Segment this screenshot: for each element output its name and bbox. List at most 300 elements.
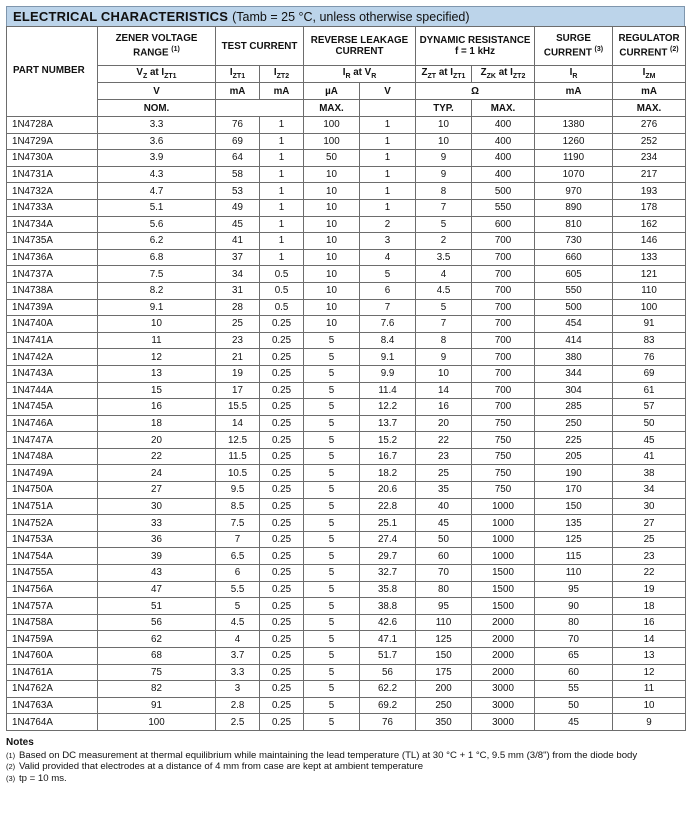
cell-test-current-izt1: 31 xyxy=(216,282,260,299)
cell-regulator-current: 22 xyxy=(613,565,686,582)
unit-cell: mA xyxy=(260,83,304,100)
table-row xyxy=(7,365,686,382)
cell-regulator-current: 178 xyxy=(613,199,686,216)
cell-surge-current: 660 xyxy=(535,249,613,266)
cell-regulator-current: 217 xyxy=(613,166,686,183)
cell-part-number: 1N4748A xyxy=(7,448,98,465)
table-row xyxy=(7,614,686,631)
cell-dynamic-resistance-zzk: 2000 xyxy=(472,631,535,648)
unit-cell: µA xyxy=(304,83,360,100)
cell-test-current-izt2: 0.25 xyxy=(260,432,304,449)
header-row-units xyxy=(7,83,686,100)
cell-surge-current: 414 xyxy=(535,332,613,349)
cell-regulator-current: 133 xyxy=(613,249,686,266)
cell-reverse-voltage-vr: 76 xyxy=(360,714,416,731)
cell-surge-current: 205 xyxy=(535,448,613,465)
cell-test-current-izt1: 8.5 xyxy=(216,498,260,515)
cell-reverse-voltage-vr: 12.2 xyxy=(360,399,416,416)
cell-dynamic-resistance-zzk: 600 xyxy=(472,216,535,233)
table-row xyxy=(7,565,686,582)
cell-reverse-leakage-ir: 5 xyxy=(304,664,360,681)
cell-reverse-voltage-vr: 25.1 xyxy=(360,515,416,532)
cell-dynamic-resistance-zzt: 110 xyxy=(416,614,472,631)
cell-reverse-leakage-ir: 5 xyxy=(304,598,360,615)
cell-reverse-voltage-vr: 51.7 xyxy=(360,648,416,665)
electrical-characteristics-section xyxy=(6,6,685,731)
cell-reverse-voltage-vr: 6 xyxy=(360,282,416,299)
cell-dynamic-resistance-zzk: 700 xyxy=(472,382,535,399)
cell-test-current-izt2: 1 xyxy=(260,249,304,266)
header-regulator-current: REGULATOR CURRENT $^{(2)}$ xyxy=(613,27,686,66)
cell-reverse-leakage-ir: 5 xyxy=(304,515,360,532)
table-row xyxy=(7,498,686,515)
table-row xyxy=(7,631,686,648)
cell-part-number: 1N4752A xyxy=(7,515,98,532)
cell-dynamic-resistance-zzt: 35 xyxy=(416,482,472,499)
cell-regulator-current: 27 xyxy=(613,515,686,532)
note-marker: (3) xyxy=(6,773,16,783)
cell-reverse-leakage-ir: 100 xyxy=(304,117,360,134)
cell-test-current-izt1: 5.5 xyxy=(216,581,260,598)
cell-reverse-leakage-ir: 5 xyxy=(304,415,360,432)
cell-dynamic-resistance-zzt: 70 xyxy=(416,565,472,582)
cell-test-current-izt1: 4 xyxy=(216,631,260,648)
cell-test-current-izt2: 0.25 xyxy=(260,349,304,366)
cell-test-current-izt2: 0.25 xyxy=(260,548,304,565)
cell-test-current-izt1: 7 xyxy=(216,531,260,548)
cell-dynamic-resistance-zzk: 1500 xyxy=(472,598,535,615)
table-row xyxy=(7,382,686,399)
cell-test-current-izt1: 3 xyxy=(216,681,260,698)
limit-blank xyxy=(360,100,416,117)
table-condition: (Tamb = 25 °C, unless otherwise specified) xyxy=(232,9,470,24)
cell-reverse-leakage-ir: 5 xyxy=(304,382,360,399)
cell-surge-current: 380 xyxy=(535,349,613,366)
cell-part-number: 1N4763A xyxy=(7,697,98,714)
cell-surge-current: 90 xyxy=(535,598,613,615)
cell-dynamic-resistance-zzt: 4 xyxy=(416,266,472,283)
header-row-titles xyxy=(7,27,686,66)
cell-dynamic-resistance-zzt: 9 xyxy=(416,349,472,366)
cell-reverse-leakage-ir: 5 xyxy=(304,565,360,582)
cell-surge-current: 55 xyxy=(535,681,613,698)
cell-test-current-izt2: 0.25 xyxy=(260,531,304,548)
cell-reverse-leakage-ir: 5 xyxy=(304,349,360,366)
cell-part-number: 1N4728A xyxy=(7,117,98,134)
cell-dynamic-resistance-zzk: 1500 xyxy=(472,581,535,598)
limit-nom: NOM. xyxy=(98,100,216,117)
cell-reverse-voltage-vr: 32.7 xyxy=(360,565,416,582)
cell-test-current-izt2: 0.25 xyxy=(260,465,304,482)
cell-dynamic-resistance-zzk: 1500 xyxy=(472,565,535,582)
cell-regulator-current: 34 xyxy=(613,482,686,499)
cell-regulator-current: 38 xyxy=(613,465,686,482)
cell-surge-current: 730 xyxy=(535,233,613,250)
cell-dynamic-resistance-zzk: 3000 xyxy=(472,697,535,714)
cell-dynamic-resistance-zzt: 14 xyxy=(416,382,472,399)
cell-test-current-izt1: 9.5 xyxy=(216,482,260,499)
cell-part-number: 1N4754A xyxy=(7,548,98,565)
table-row xyxy=(7,515,686,532)
table-row xyxy=(7,465,686,482)
cell-part-number: 1N4744A xyxy=(7,382,98,399)
cell-part-number: 1N4761A xyxy=(7,664,98,681)
cell-regulator-current: 13 xyxy=(613,648,686,665)
cell-dynamic-resistance-zzt: 95 xyxy=(416,598,472,615)
cell-zener-voltage: 36 xyxy=(98,531,216,548)
cell-test-current-izt2: 1 xyxy=(260,166,304,183)
cell-dynamic-resistance-zzt: 7 xyxy=(416,199,472,216)
cell-zener-voltage: 8.2 xyxy=(98,282,216,299)
cell-regulator-current: 110 xyxy=(613,282,686,299)
cell-test-current-izt2: 0.25 xyxy=(260,498,304,515)
cell-dynamic-resistance-zzt: 25 xyxy=(416,465,472,482)
cell-surge-current: 170 xyxy=(535,482,613,499)
cell-test-current-izt2: 0.5 xyxy=(260,299,304,316)
cell-test-current-izt1: 5 xyxy=(216,598,260,615)
cell-dynamic-resistance-zzt: 200 xyxy=(416,681,472,698)
table-body xyxy=(7,117,686,731)
cell-test-current-izt2: 1 xyxy=(260,133,304,150)
cell-zener-voltage: 5.6 xyxy=(98,216,216,233)
cell-surge-current: 115 xyxy=(535,548,613,565)
notes-section xyxy=(6,737,685,784)
cell-reverse-voltage-vr: 47.1 xyxy=(360,631,416,648)
cell-reverse-leakage-ir: 5 xyxy=(304,332,360,349)
table-row xyxy=(7,432,686,449)
cell-part-number: 1N4730A xyxy=(7,150,98,167)
cell-zener-voltage: 27 xyxy=(98,482,216,499)
cell-test-current-izt2: 0.25 xyxy=(260,332,304,349)
cell-regulator-current: 252 xyxy=(613,133,686,150)
table-row xyxy=(7,664,686,681)
table-row xyxy=(7,448,686,465)
cell-surge-current: 285 xyxy=(535,399,613,416)
cell-surge-current: 1260 xyxy=(535,133,613,150)
cell-test-current-izt2: 0.25 xyxy=(260,598,304,615)
cell-test-current-izt2: 0.25 xyxy=(260,365,304,382)
limit-max: MAX. xyxy=(613,100,686,117)
cell-surge-current: 890 xyxy=(535,199,613,216)
cell-reverse-leakage-ir: 10 xyxy=(304,216,360,233)
cell-zener-voltage: 6.8 xyxy=(98,249,216,266)
header-row-symbols xyxy=(7,66,686,83)
cell-test-current-izt1: 28 xyxy=(216,299,260,316)
cell-reverse-leakage-ir: 5 xyxy=(304,648,360,665)
cell-surge-current: 50 xyxy=(535,697,613,714)
cell-dynamic-resistance-zzk: 400 xyxy=(472,166,535,183)
cell-dynamic-resistance-zzk: 2000 xyxy=(472,648,535,665)
cell-reverse-voltage-vr: 56 xyxy=(360,664,416,681)
cell-reverse-leakage-ir: 100 xyxy=(304,133,360,150)
cell-dynamic-resistance-zzt: 20 xyxy=(416,415,472,432)
cell-reverse-voltage-vr: 69.2 xyxy=(360,697,416,714)
note-text: tp = 10 ms. xyxy=(19,772,67,784)
cell-dynamic-resistance-zzt: 50 xyxy=(416,531,472,548)
header-reverse-leakage: REVERSE LEAKAGE CURRENT xyxy=(304,27,416,66)
cell-surge-current: 970 xyxy=(535,183,613,200)
cell-reverse-voltage-vr: 7.6 xyxy=(360,316,416,333)
cell-surge-current: 1190 xyxy=(535,150,613,167)
cell-dynamic-resistance-zzk: 750 xyxy=(472,448,535,465)
cell-test-current-izt2: 1 xyxy=(260,150,304,167)
cell-dynamic-resistance-zzk: 750 xyxy=(472,465,535,482)
cell-reverse-leakage-ir: 5 xyxy=(304,482,360,499)
cell-reverse-leakage-ir: 5 xyxy=(304,531,360,548)
header-dynamic-resistance: DYNAMIC RESISTANCE f = 1 kHz xyxy=(416,27,535,66)
cell-reverse-leakage-ir: 5 xyxy=(304,548,360,565)
cell-part-number: 1N4736A xyxy=(7,249,98,266)
cell-surge-current: 250 xyxy=(535,415,613,432)
cell-surge-current: 1070 xyxy=(535,166,613,183)
cell-zener-voltage: 15 xyxy=(98,382,216,399)
cell-regulator-current: 19 xyxy=(613,581,686,598)
cell-dynamic-resistance-zzt: 22 xyxy=(416,432,472,449)
cell-reverse-voltage-vr: 11.4 xyxy=(360,382,416,399)
cell-test-current-izt1: 11.5 xyxy=(216,448,260,465)
table-row xyxy=(7,233,686,250)
cell-part-number: 1N4734A xyxy=(7,216,98,233)
cell-reverse-leakage-ir: 10 xyxy=(304,183,360,200)
cell-regulator-current: 121 xyxy=(613,266,686,283)
cell-reverse-voltage-vr: 9.9 xyxy=(360,365,416,382)
cell-dynamic-resistance-zzk: 1000 xyxy=(472,548,535,565)
notes-title: Notes xyxy=(6,737,34,748)
cell-reverse-voltage-vr: 1 xyxy=(360,117,416,134)
cell-test-current-izt1: 7.5 xyxy=(216,515,260,532)
table-row xyxy=(7,249,686,266)
header-surge-current: SURGE CURRENT $^{(3)}$ xyxy=(535,27,613,66)
cell-dynamic-resistance-zzk: 550 xyxy=(472,199,535,216)
note-marker: (2) xyxy=(6,762,16,771)
cell-zener-voltage: 4.3 xyxy=(98,166,216,183)
limit-blank xyxy=(535,100,613,117)
cell-dynamic-resistance-zzt: 4.5 xyxy=(416,282,472,299)
cell-zener-voltage: 4.7 xyxy=(98,183,216,200)
symbol-izt2: $I_{ZT2}$ xyxy=(260,66,304,83)
cell-test-current-izt1: 45 xyxy=(216,216,260,233)
table-row xyxy=(7,332,686,349)
cell-regulator-current: 11 xyxy=(613,681,686,698)
cell-dynamic-resistance-zzk: 2000 xyxy=(472,614,535,631)
cell-test-current-izt2: 0.25 xyxy=(260,664,304,681)
table-row xyxy=(7,415,686,432)
note-text: Based on DC measurement at thermal equilibrium while maintaining the lead temperature (TL) at 30 °C + 1 °C, 9.5 mm (3/8") from the diode body xyxy=(19,749,638,761)
cell-dynamic-resistance-zzt: 5 xyxy=(416,216,472,233)
cell-test-current-izt1: 3.7 xyxy=(216,648,260,665)
cell-test-current-izt1: 2.5 xyxy=(216,714,260,731)
header-part-number: PART NUMBER xyxy=(7,27,98,117)
cell-reverse-leakage-ir: 10 xyxy=(304,266,360,283)
cell-reverse-leakage-ir: 5 xyxy=(304,365,360,382)
cell-reverse-voltage-vr: 1 xyxy=(360,183,416,200)
cell-zener-voltage: 3.9 xyxy=(98,150,216,167)
cell-reverse-leakage-ir: 5 xyxy=(304,614,360,631)
cell-dynamic-resistance-zzt: 150 xyxy=(416,648,472,665)
cell-test-current-izt1: 17 xyxy=(216,382,260,399)
cell-test-current-izt1: 19 xyxy=(216,365,260,382)
cell-part-number: 1N4731A xyxy=(7,166,98,183)
cell-zener-voltage: 30 xyxy=(98,498,216,515)
cell-regulator-current: 14 xyxy=(613,631,686,648)
cell-dynamic-resistance-zzt: 250 xyxy=(416,697,472,714)
table-row xyxy=(7,598,686,615)
cell-part-number: 1N4755A xyxy=(7,565,98,582)
cell-reverse-voltage-vr: 3 xyxy=(360,233,416,250)
cell-part-number: 1N4738A xyxy=(7,282,98,299)
cell-zener-voltage: 43 xyxy=(98,565,216,582)
symbol-izt1: $I_{ZT1}$ xyxy=(216,66,260,83)
cell-test-current-izt1: 49 xyxy=(216,199,260,216)
cell-zener-voltage: 39 xyxy=(98,548,216,565)
cell-dynamic-resistance-zzt: 45 xyxy=(416,515,472,532)
cell-zener-voltage: 68 xyxy=(98,648,216,665)
cell-surge-current: 65 xyxy=(535,648,613,665)
cell-reverse-voltage-vr: 27.4 xyxy=(360,531,416,548)
table-row xyxy=(7,316,686,333)
cell-zener-voltage: 22 xyxy=(98,448,216,465)
cell-reverse-voltage-vr: 9.1 xyxy=(360,349,416,366)
cell-zener-voltage: 56 xyxy=(98,614,216,631)
electrical-characteristics-table xyxy=(6,26,686,731)
cell-regulator-current: 76 xyxy=(613,349,686,366)
cell-surge-current: 110 xyxy=(535,565,613,582)
cell-dynamic-resistance-zzt: 40 xyxy=(416,498,472,515)
cell-reverse-leakage-ir: 5 xyxy=(304,465,360,482)
table-row xyxy=(7,133,686,150)
cell-zener-voltage: 82 xyxy=(98,681,216,698)
header-test-current: TEST CURRENT xyxy=(216,27,304,66)
cell-zener-voltage: 3.6 xyxy=(98,133,216,150)
cell-reverse-voltage-vr: 35.8 xyxy=(360,581,416,598)
cell-reverse-voltage-vr: 42.6 xyxy=(360,614,416,631)
cell-dynamic-resistance-zzt: 16 xyxy=(416,399,472,416)
cell-zener-voltage: 6.2 xyxy=(98,233,216,250)
cell-test-current-izt1: 12.5 xyxy=(216,432,260,449)
cell-surge-current: 190 xyxy=(535,465,613,482)
note-item xyxy=(6,761,685,773)
cell-part-number: 1N4739A xyxy=(7,299,98,316)
cell-zener-voltage: 3.3 xyxy=(98,117,216,134)
cell-reverse-voltage-vr: 8.4 xyxy=(360,332,416,349)
cell-reverse-voltage-vr: 1 xyxy=(360,150,416,167)
cell-zener-voltage: 51 xyxy=(98,598,216,615)
table-row xyxy=(7,199,686,216)
cell-test-current-izt2: 1 xyxy=(260,233,304,250)
symbol-ir: $I_R$ at $V_R$ xyxy=(304,66,416,83)
unit-cell: mA xyxy=(613,83,686,100)
cell-dynamic-resistance-zzk: 3000 xyxy=(472,681,535,698)
cell-regulator-current: 9 xyxy=(613,714,686,731)
cell-part-number: 1N4762A xyxy=(7,681,98,698)
cell-zener-voltage: 18 xyxy=(98,415,216,432)
note-item xyxy=(6,750,685,762)
cell-regulator-current: 69 xyxy=(613,365,686,382)
cell-surge-current: 70 xyxy=(535,631,613,648)
cell-surge-current: 344 xyxy=(535,365,613,382)
cell-zener-voltage: 47 xyxy=(98,581,216,598)
cell-dynamic-resistance-zzk: 1000 xyxy=(472,515,535,532)
cell-dynamic-resistance-zzk: 750 xyxy=(472,432,535,449)
cell-zener-voltage: 9.1 xyxy=(98,299,216,316)
cell-part-number: 1N4745A xyxy=(7,399,98,416)
table-row xyxy=(7,349,686,366)
cell-dynamic-resistance-zzk: 700 xyxy=(472,282,535,299)
cell-surge-current: 304 xyxy=(535,382,613,399)
cell-test-current-izt1: 4.5 xyxy=(216,614,260,631)
cell-test-current-izt1: 76 xyxy=(216,117,260,134)
cell-test-current-izt1: 21 xyxy=(216,349,260,366)
cell-dynamic-resistance-zzk: 400 xyxy=(472,150,535,167)
note-item xyxy=(6,773,685,785)
cell-dynamic-resistance-zzt: 10 xyxy=(416,133,472,150)
cell-test-current-izt2: 0.5 xyxy=(260,266,304,283)
cell-reverse-voltage-vr: 20.6 xyxy=(360,482,416,499)
cell-test-current-izt1: 37 xyxy=(216,249,260,266)
table-row xyxy=(7,482,686,499)
cell-test-current-izt1: 34 xyxy=(216,266,260,283)
symbol-zzt: $Z_{ZT}$ at $I_{ZT1}$ xyxy=(416,66,472,83)
cell-zener-voltage: 7.5 xyxy=(98,266,216,283)
cell-dynamic-resistance-zzt: 350 xyxy=(416,714,472,731)
cell-surge-current: 225 xyxy=(535,432,613,449)
cell-surge-current: 500 xyxy=(535,299,613,316)
cell-part-number: 1N4749A xyxy=(7,465,98,482)
note-text: Valid provided that electrodes at a distance of 4 mm from case are kept at ambient temperature xyxy=(19,761,424,772)
cell-reverse-leakage-ir: 50 xyxy=(304,150,360,167)
cell-test-current-izt1: 58 xyxy=(216,166,260,183)
cell-regulator-current: 23 xyxy=(613,548,686,565)
cell-dynamic-resistance-zzt: 175 xyxy=(416,664,472,681)
cell-test-current-izt2: 0.25 xyxy=(260,714,304,731)
cell-regulator-current: 146 xyxy=(613,233,686,250)
cell-test-current-izt1: 41 xyxy=(216,233,260,250)
cell-part-number: 1N4759A xyxy=(7,631,98,648)
cell-dynamic-resistance-zzt: 125 xyxy=(416,631,472,648)
cell-surge-current: 1380 xyxy=(535,117,613,134)
cell-dynamic-resistance-zzt: 7 xyxy=(416,316,472,333)
cell-part-number: 1N4741A xyxy=(7,332,98,349)
cell-regulator-current: 83 xyxy=(613,332,686,349)
cell-regulator-current: 61 xyxy=(613,382,686,399)
cell-reverse-leakage-ir: 10 xyxy=(304,233,360,250)
note-marker: (1) xyxy=(6,750,16,760)
table-row xyxy=(7,216,686,233)
cell-zener-voltage: 13 xyxy=(98,365,216,382)
table-row xyxy=(7,117,686,134)
cell-reverse-voltage-vr: 29.7 xyxy=(360,548,416,565)
cell-surge-current: 605 xyxy=(535,266,613,283)
table-row xyxy=(7,166,686,183)
cell-regulator-current: 50 xyxy=(613,415,686,432)
cell-reverse-voltage-vr: 4 xyxy=(360,249,416,266)
cell-part-number: 1N4737A xyxy=(7,266,98,283)
table-row xyxy=(7,282,686,299)
cell-test-current-izt1: 23 xyxy=(216,332,260,349)
cell-dynamic-resistance-zzt: 2 xyxy=(416,233,472,250)
cell-part-number: 1N4740A xyxy=(7,316,98,333)
table-row xyxy=(7,183,686,200)
cell-dynamic-resistance-zzt: 3.5 xyxy=(416,249,472,266)
cell-test-current-izt2: 0.25 xyxy=(260,681,304,698)
cell-test-current-izt2: 0.25 xyxy=(260,448,304,465)
cell-dynamic-resistance-zzk: 700 xyxy=(472,349,535,366)
header-row-limits xyxy=(7,100,686,117)
cell-reverse-leakage-ir: 10 xyxy=(304,249,360,266)
symbol-ir-surge: $I_R$ xyxy=(535,66,613,83)
cell-reverse-leakage-ir: 5 xyxy=(304,697,360,714)
cell-test-current-izt1: 69 xyxy=(216,133,260,150)
